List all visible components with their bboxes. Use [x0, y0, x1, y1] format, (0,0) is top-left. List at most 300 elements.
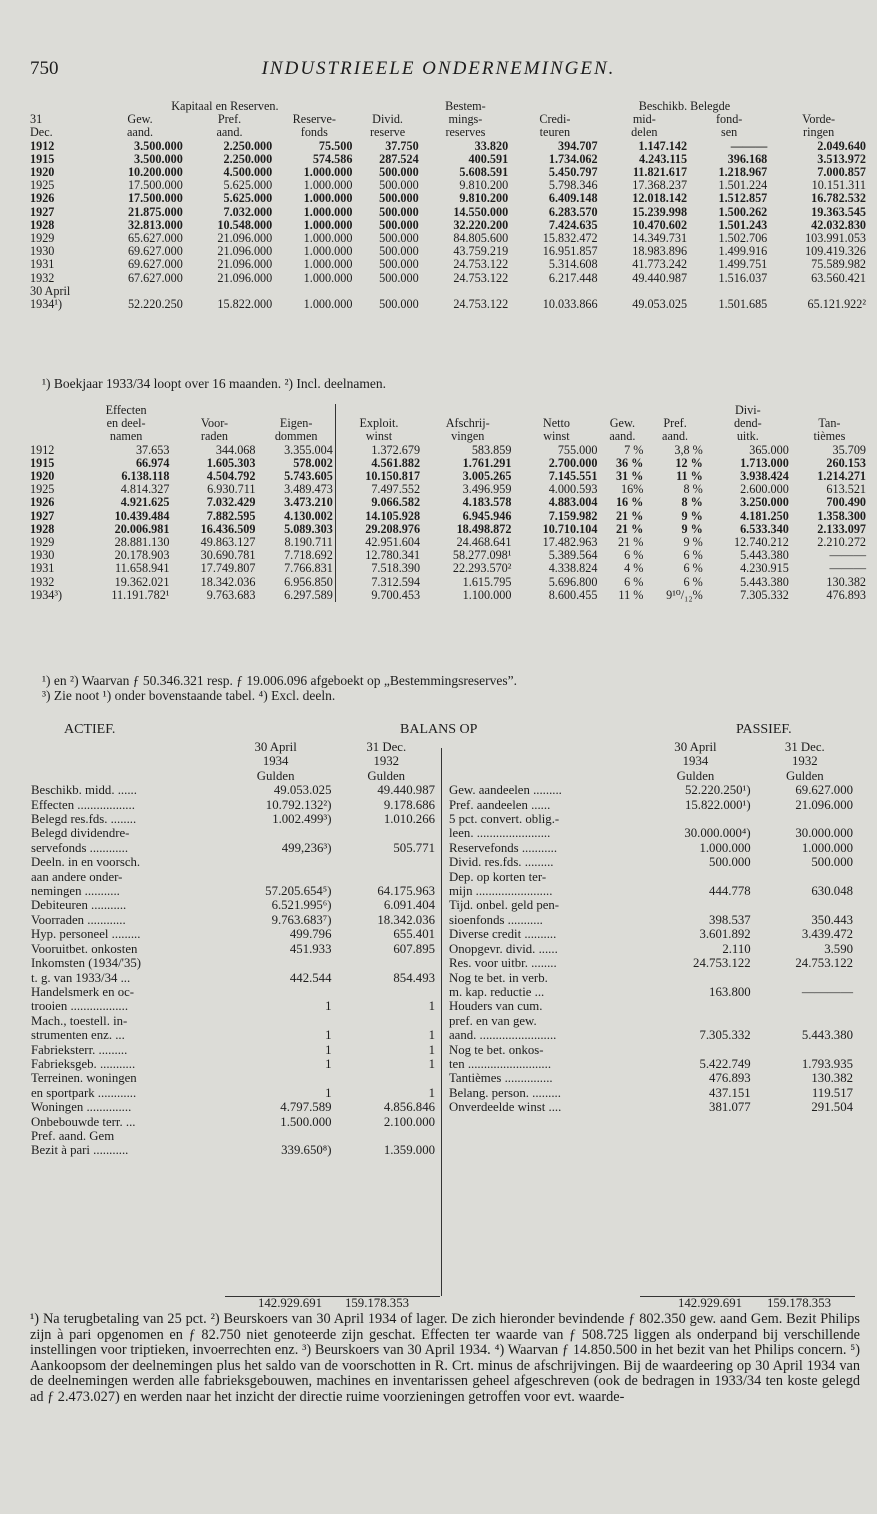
table-cell: 2.700.000: [548, 455, 598, 470]
column-header: reserves: [445, 125, 486, 140]
balance-value-1932: 64.175.963: [377, 884, 435, 899]
table-row: [28, 298, 868, 311]
column-header: mid-: [632, 112, 656, 127]
table-cell: 3.473.210: [284, 495, 333, 510]
balance-row: [28, 1057, 438, 1071]
column-header: tièmes: [813, 429, 846, 444]
balance-row: [28, 812, 438, 826]
table-cell: 32.220.200: [453, 217, 509, 232]
table-cell: 3.496.959: [462, 482, 512, 497]
balance-value-1932: [754, 1014, 856, 1028]
balance-item: Divid. res.fds. .........: [449, 855, 554, 870]
balance-value-1934: [637, 999, 753, 1013]
balance-item: Tantièmes ...............: [449, 1071, 553, 1086]
balance-item: Dep. op korten ter-: [449, 869, 547, 884]
balance-row: [28, 855, 438, 869]
balance-row: [446, 812, 856, 826]
table-cell: 3.250.000: [740, 495, 789, 510]
table-cell: 21.096.000: [217, 244, 273, 259]
balance-item: trooien ..................: [31, 999, 129, 1014]
balance-item: Res. voor uitbr. ........: [449, 956, 557, 971]
column-header: dend-: [733, 416, 762, 431]
table-cell: 28.881.130: [114, 535, 170, 550]
row-label: 1932: [30, 270, 55, 285]
balance-value-1932: [754, 812, 856, 826]
table-cell: 6.138.118: [121, 469, 170, 484]
table-cell: 10.150.817: [335, 470, 422, 483]
table-cell: 4.183.578: [462, 495, 512, 510]
balance-value-1934: 442.544: [289, 970, 332, 985]
balance-value-1932: 1.359.000: [383, 1143, 435, 1158]
table-cell: 1.000.000: [303, 231, 353, 246]
column-header: teuren: [539, 125, 571, 140]
table-cell: 21 %: [615, 521, 644, 536]
table-cell: 16.436.509: [200, 521, 256, 536]
column-header: Dec.: [30, 125, 53, 140]
balance-item: Mach., toestell. in-: [31, 1013, 128, 1028]
table-cell: 9.810.200: [459, 191, 509, 206]
balance-row: [28, 971, 438, 985]
balance-item: Gew. aandeelen .........: [449, 783, 562, 798]
table-cell: 10.710.104: [542, 521, 598, 536]
column-header: Divi-: [734, 403, 761, 417]
column-header: fond-: [715, 112, 743, 127]
table-cell: 5.798.346: [548, 178, 598, 193]
table-cell: 41.773.242: [632, 257, 688, 272]
table-cell: 109.419.326: [805, 244, 866, 259]
balance-value-1934: 24.753.122: [693, 956, 751, 971]
row-label: 1934¹): [30, 297, 63, 312]
balance-row: [446, 870, 856, 884]
table-cell: 10.200.000: [127, 165, 183, 180]
balance-value-1932: [334, 1129, 438, 1143]
column-header: aand.: [216, 125, 243, 140]
table-row: [28, 444, 868, 457]
table-row: [28, 510, 868, 523]
table-cell: 24.753.122: [453, 257, 509, 272]
table-row: [28, 192, 868, 205]
table-cell: 10.548.000: [217, 217, 273, 232]
balance-value-1932: [754, 1043, 856, 1057]
table-cell: 5.450.797: [548, 165, 598, 180]
balance-row: [28, 898, 438, 912]
row-label: 1927: [30, 204, 55, 219]
table-cell: 58.277.098¹: [452, 548, 512, 563]
table-cell: 3.500.000: [134, 138, 183, 153]
balance-value-1934: 2.110: [722, 941, 751, 956]
table-cell: 30.690.781: [200, 548, 256, 563]
table-cell: 18.342.036: [200, 574, 256, 589]
table-cell: 3.500.000: [134, 151, 183, 166]
table-cell: 1.500.262: [718, 204, 768, 219]
balance-value-1932: [754, 971, 856, 985]
table-row: [28, 562, 868, 575]
table-cell: 49.440.987: [632, 270, 688, 285]
table-cell: 66.974: [135, 455, 170, 470]
balance-item: Woningen ..............: [31, 1100, 132, 1115]
table-cell: 5.743.605: [284, 469, 333, 484]
table-cell: 394.707: [558, 138, 598, 153]
table-cell: 1.499.916: [718, 244, 768, 259]
table2-footnote: ³) Zie noot ¹) onder bovenstaande tabel. ⁴) Excl. deeln.: [42, 688, 336, 703]
balance-value-1934: 9.763.683⁷): [271, 912, 332, 927]
table-cell: 500.000: [379, 165, 419, 180]
table-cell: 476.893: [826, 587, 866, 602]
balance-value-1934: 3.601.892: [699, 927, 751, 942]
balance-row: [28, 985, 438, 999]
table-cell: 3.938.424: [740, 469, 789, 484]
column-header: Gew.: [127, 112, 153, 127]
table-cell: 7.145.551: [548, 469, 598, 484]
table1-footnote: ¹) Boekjaar 1933/34 loopt over 16 maanden. ²) Incl. deelnamen.: [42, 376, 386, 391]
balance-value-1934: 500.000: [709, 855, 751, 870]
balance-value-1934: 1: [325, 1085, 332, 1100]
balance-item: Inkomsten (1934/'35): [31, 956, 141, 971]
table-cell: 7.032.000: [223, 204, 273, 219]
table-cell: 500.000: [379, 217, 419, 232]
table-cell: 5.608.591: [459, 165, 509, 180]
table-cell: 18.498.872: [456, 521, 512, 536]
balance-value-1932: 1: [428, 999, 435, 1014]
table-cell: 4.921.625: [120, 495, 170, 510]
row-label: 1912: [30, 138, 55, 153]
balance-item: m. kap. reductie ...: [449, 984, 545, 999]
table-cell: 52.220.250: [127, 297, 183, 312]
balance-value-1934: 1: [325, 1056, 332, 1071]
table-cell: 11.821.617: [632, 165, 688, 180]
balance-item: mijn ........................: [449, 884, 553, 899]
table-cell: 49.053.025: [632, 297, 688, 312]
table-cell: 6 %: [624, 548, 644, 563]
table-cell: 2.049.640: [817, 138, 866, 153]
column-header: aand.: [609, 429, 636, 444]
balance-item: aand. ........................: [449, 1028, 557, 1043]
table-cell: 4.130.002: [284, 508, 333, 523]
balance-value-1932: [334, 1071, 438, 1085]
column-header: [28, 417, 81, 430]
table-cell: 4 %: [624, 561, 644, 576]
table-cell: 9 %: [681, 521, 703, 536]
table-cell: 2.133.097: [817, 521, 866, 536]
table-cell: 2.210.272: [817, 535, 866, 550]
balance-item: Belang. person. .........: [449, 1085, 561, 1100]
balance-row: [446, 1086, 856, 1100]
balance-value-1934: [217, 1014, 335, 1028]
table-cell: 755.000: [557, 442, 598, 457]
table-cell: 15.239.998: [632, 204, 688, 219]
balance-value-1934: [217, 826, 335, 840]
row-label: 1927: [30, 508, 55, 523]
capital-reserves-table: [28, 100, 868, 311]
col-head: 1932: [373, 754, 400, 769]
row-label: 1912: [30, 442, 55, 457]
table-cell: 5.625.000: [223, 178, 273, 193]
column-header: ringen: [803, 125, 835, 140]
table-cell: 1.734.062: [548, 151, 598, 166]
row-label: 1934³): [30, 587, 63, 602]
balance-title: BALANS OP: [400, 722, 478, 737]
table-cell: 6 %: [624, 574, 644, 589]
table-cell: 84.805.600: [453, 231, 509, 246]
balance-item: Pref. aandeelen ......: [449, 797, 551, 812]
table-row: [28, 206, 868, 219]
column-header: Eigen-: [279, 416, 313, 431]
table-cell: 6.930.711: [207, 482, 256, 497]
table-cell: 4.000.593: [548, 482, 598, 497]
footnotes: ¹) Na terugbetaling van 25 pct. ²) Beurskoers van 30 April 1934 of lager. De zich hieronder bevindende ƒ 802.350 gew. aand Gem. Bezit Philips zijn à pari opgenomen en ƒ 82.750 niet genoteerde zijn geschat. Effecten ter waarde van ƒ 508.725 liggen als onderpand bij verschillende instellingen voor triptieken, invoerrechten enz. ³) Beurskoers van 30 April 1934. ⁴) Waarvan ƒ 14.850.500 in het bezit van het Philips concern. ⁵) Aankoopsom der deelnemingen plus het saldo van de voorschotten in R. Crt. minus de afschrijvingen. Bij de waardeering op 30 April 1934 van de deelnemingen werden alle fabrieksgebouwen, machines en inventarissen geheel afgeschreven (ook de bedragen in 1933/34 ten koste gelegd ad ƒ 2.473.027) en werden naar het inzicht der directie ruime voorzieningen getroffen voor evt. waarde-: [30, 1311, 860, 1405]
table-cell: 7.032.429: [206, 495, 256, 510]
balance-item: Pref. aand. Gem: [31, 1128, 115, 1143]
table-cell: 287.524: [379, 151, 419, 166]
table-cell: 4.500.000: [223, 165, 273, 180]
balance-value-1932: 24.753.122: [795, 956, 853, 971]
table-cell: 69.627.000: [127, 244, 183, 259]
balance-row: [28, 1086, 438, 1100]
table-cell: 15.822.000: [217, 297, 273, 312]
column-header: Afschrij-: [445, 416, 490, 431]
balance-row: [28, 1043, 438, 1057]
balance-value-1934: 5.422.749: [699, 1056, 751, 1071]
balance-row: [446, 1057, 856, 1071]
balance-value-1934: 1: [325, 1042, 332, 1057]
table-cell: 67.627.000: [127, 270, 183, 285]
column-header: [28, 430, 81, 443]
table-cell: 1.000.000: [303, 191, 353, 206]
table-cell: 31 %: [615, 469, 644, 484]
balance-value-1932: 119.517: [811, 1085, 853, 1100]
table-cell: 9¹⁰/₁₂%: [666, 587, 703, 602]
balance-value-1932: 1.000.000: [801, 840, 853, 855]
table-cell: 9.066.582: [335, 496, 422, 509]
table-cell: 4.561.882: [335, 457, 422, 470]
balance-row: [28, 913, 438, 927]
table-cell: 12.740.212: [733, 535, 789, 550]
table-row: [28, 272, 868, 285]
table-cell: 500.000: [379, 297, 419, 312]
table-cell: 8.190.711: [284, 535, 333, 550]
balance-value-1932: [334, 870, 438, 884]
table-cell: 4.504.792: [206, 469, 256, 484]
total-passief-1934: 142.929.691: [678, 1296, 742, 1310]
table-row: [28, 258, 868, 271]
balance-value-1932: 655.401: [393, 927, 435, 942]
balance-value-1934: [637, 1014, 753, 1028]
table-cell: 9.763.683: [206, 587, 256, 602]
balance-value-1934: [217, 956, 335, 970]
table-cell: 5.443.380: [740, 574, 789, 589]
balance-row: [446, 999, 856, 1013]
table-cell: 32.813.000: [127, 217, 183, 232]
balance-divider: [441, 748, 442, 1296]
table-cell: 3.489.473: [284, 482, 333, 497]
table-cell: 7.424.635: [548, 217, 598, 232]
table-cell: 1.000.000: [303, 204, 353, 219]
table-cell: 500.000: [379, 191, 419, 206]
row-label: 1925: [30, 178, 55, 193]
table-cell: ———: [829, 561, 866, 576]
column-header: Voor-: [200, 416, 229, 431]
table-cell: 7.518.390: [335, 562, 422, 575]
balance-item: Nog te bet. in verb.: [449, 970, 548, 985]
table-cell: 16 %: [615, 495, 644, 510]
balance-value-1932: 30.000.000: [795, 826, 853, 841]
balance-row: [28, 1071, 438, 1085]
column-header: [28, 404, 81, 417]
balance-value-1934: 163.800: [709, 984, 751, 999]
table-cell: 1.605.303: [206, 455, 256, 470]
table-cell: 8 %: [681, 495, 703, 510]
balance-row: [446, 1028, 856, 1042]
group-header: Beschikb. Belegde: [638, 99, 731, 113]
table-cell: 20.178.903: [114, 548, 170, 563]
table-cell: 24.468.641: [456, 535, 512, 550]
row-label: 1915: [30, 455, 55, 470]
balance-value-1932: [334, 1014, 438, 1028]
table-row: [28, 589, 868, 602]
column-header: raden: [200, 429, 228, 444]
table-cell: 103.991.053: [805, 231, 866, 246]
table-cell: 1.000.000: [303, 178, 353, 193]
column-header: sen: [721, 125, 738, 140]
balance-row: [446, 783, 856, 797]
row-label: 1932: [30, 574, 55, 589]
table-cell: 613.521: [826, 482, 866, 497]
balance-item: Handelsmerk en oc-: [31, 984, 135, 999]
table-cell: 17.749.807: [200, 561, 256, 576]
table-cell: 7.497.552: [335, 483, 422, 496]
column-header: winst: [543, 429, 570, 444]
balance-value-1932: 21.096.000: [795, 797, 853, 812]
balance-item: aan andere onder-: [31, 869, 123, 884]
balance-value-1934: [637, 1043, 753, 1057]
col-head: 1932: [792, 754, 818, 769]
balance-item: Nog te bet. onkos-: [449, 1042, 544, 1057]
table-cell: 11.191.782¹: [111, 587, 170, 602]
row-label: 1929: [30, 231, 55, 246]
col-head: Gulden: [367, 768, 406, 783]
balance-item: leen. .......................: [449, 826, 551, 841]
table-cell: 15.832.472: [542, 231, 598, 246]
column-header: aand.: [127, 125, 154, 140]
table-cell: 3.513.972: [817, 151, 866, 166]
row-label: 30 April: [30, 283, 71, 298]
balance-value-1932: 18.342.036: [377, 912, 435, 927]
col-head: 1934: [262, 754, 289, 769]
table-cell: 22.293.570²: [452, 561, 512, 576]
col-head: Gulden: [256, 768, 295, 783]
table-cell: 5.443.380: [740, 548, 789, 563]
col-head: 31 Dec.: [784, 740, 825, 754]
balance-value-1934: 1: [325, 1028, 332, 1043]
balance-value-1934: 476.893: [709, 1071, 751, 1086]
table-cell: 5.314.608: [548, 257, 598, 272]
table-cell: 6.956.850: [284, 574, 333, 589]
row-label: 1926: [30, 495, 55, 510]
table-cell: 43.759.219: [453, 244, 509, 259]
balance-item: Reservefonds ...........: [449, 840, 558, 855]
balance-item: pref. en van gew.: [449, 1013, 537, 1028]
table-cell: 1.000.000: [303, 244, 353, 259]
table-cell: 49.863.127: [200, 535, 256, 550]
results-table: [28, 404, 868, 602]
balance-value-1932: 1: [428, 1085, 435, 1100]
column-header: vingen: [451, 429, 485, 444]
table-cell: 9.810.200: [459, 178, 509, 193]
column-header: delen: [631, 125, 658, 140]
table-cell: 9 %: [683, 535, 703, 550]
table-cell: 7.718.692: [284, 548, 333, 563]
balance-item: ten ..........................: [449, 1056, 552, 1071]
table-cell: 4.243.115: [638, 151, 688, 166]
balance-value-1932: 5.443.380: [801, 1028, 853, 1043]
balance-row: [28, 999, 438, 1013]
table-cell: 17.368.237: [632, 178, 688, 193]
balance-item: Tijd. onbel. geld pen-: [449, 898, 560, 913]
table-cell: 21.096.000: [217, 231, 273, 246]
balance-row: [446, 898, 856, 912]
table-cell: 7 %: [624, 442, 644, 457]
table-cell: 10.470.602: [632, 217, 688, 232]
balance-value-1934: 30.000.000⁴): [684, 826, 751, 841]
balance-value-1934: 1.000.000: [699, 840, 751, 855]
column-header: Reserve-: [292, 112, 336, 127]
table-cell: 21.096.000: [217, 270, 273, 285]
table-cell: 65.627.000: [127, 231, 183, 246]
balance-value-1932: 350.443: [811, 912, 853, 927]
balance-value-1932: [334, 985, 438, 999]
row-label: 1930: [30, 548, 55, 563]
table-cell: 8 %: [683, 482, 703, 497]
table-cell: 1.512.857: [718, 191, 768, 206]
balance-value-1932: [334, 956, 438, 970]
balance-row: [28, 927, 438, 941]
balance-value-1932: 1.793.935: [801, 1056, 853, 1071]
balance-row: [28, 1129, 438, 1143]
balance-item: 5 pct. convert. oblig.-: [449, 812, 560, 827]
table-cell: 7.305.332: [740, 587, 789, 602]
table-cell: 1.502.706: [718, 231, 768, 246]
table-cell: 1.214.271: [817, 469, 866, 484]
balance-item: Houders van cum.: [449, 999, 543, 1014]
table-cell: 6.409.148: [548, 191, 598, 206]
balance-row: [446, 927, 856, 941]
table-cell: 500.000: [379, 270, 419, 285]
table-cell: 36 %: [615, 455, 644, 470]
balance-value-1934: 57.205.654⁵): [265, 884, 332, 899]
column-header: Credi-: [539, 112, 571, 127]
table-cell: 20.006.981: [114, 521, 170, 536]
balance-item: Onverdeelde winst ....: [449, 1100, 562, 1115]
row-label: 1928: [30, 217, 55, 232]
table2-footnote: ¹) en ²) Waarvan ƒ 50.346.321 resp. ƒ 19.006.096 afgeboekt op „Bestemmingsreserves”.: [42, 673, 518, 688]
column-header: Divid.: [372, 112, 403, 127]
balance-value-1932: 49.440.987: [377, 783, 435, 798]
balance-row: [28, 1014, 438, 1028]
balance-value-1934: [217, 1129, 335, 1143]
balance-value-1934: 15.822.000¹): [684, 797, 751, 812]
column-header-row: [28, 126, 868, 139]
table-cell: 16.951.857: [542, 244, 598, 259]
column-header: Netto: [542, 416, 570, 431]
table-cell: 3,8 %: [674, 442, 703, 457]
table-cell: 1.000.000: [303, 165, 353, 180]
table-cell: 1.501.224: [718, 178, 768, 193]
column-header: Pref.: [663, 416, 687, 431]
table-cell: 10.033.866: [542, 297, 598, 312]
table-cell: 6 %: [683, 561, 703, 576]
balance-value-1932: 130.382: [811, 1071, 853, 1086]
table-cell: 583.859: [471, 442, 512, 457]
